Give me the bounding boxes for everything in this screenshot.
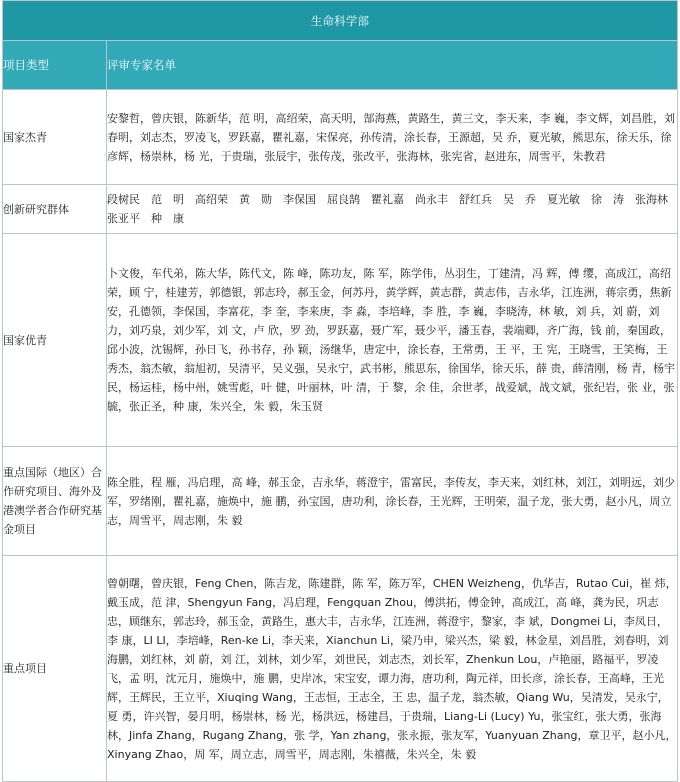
expert-names-cell: 卜文俊，车代弟，陈大华，陈代文，陈 峰，陈功友，陈 军，陈学伟，丛羽生，丁建清，冯 辉，傅 缨，高成江，高绍荣，顾 宁，桂建芳，郭德银，郭志玲，郝玉金，何苏丹，黄学辉，黄志群，黄志伟，吉永华，江连洲，蒋宗勇，焦新安，孔德领，李保国，李富花，李 奎，李来庚，李 淼，李培峰，李 胜，李 巍，李晓涛，林 敏，刘 兵，刘 蔚，刘 力，刘巧泉，刘少军，刘 文，卢 欣，罗 劲，罗跃嘉，聂广军，聂少平，潘玉春，裴端卿，齐广海，钱 前，秦国政，邱小波，沈锡辉，孙日飞，孙书存，孙 颖，汤继华，唐定中，涂长春，王常勇，王 平，王 宪，王晓雪，王笑梅，王秀杰，翁杰敏，翁旭初，吴清平，吴义强，吴永宁，武书彬，熊思东，徐国华，徐天乐，薛 贵，薛清刚，杨 青，杨宇民，杨运桂，杨中州，姚雪彪，叶 健，叶丽林，叶 清，于 黎，余 佳，余世孝，战爱斌，战文斌，张纪岩，张 业，张 毓，张正圣，种 康，朱兴全，朱 毅，朱玉贤 bbox=[107, 234, 678, 447]
project-type-cell: 重点国际（地区）合作研究项目、海外及港澳学者合作研究基金项目 bbox=[3, 447, 107, 556]
project-type-cell: 创新研究群体 bbox=[3, 185, 107, 234]
table-row bbox=[3, 234, 678, 447]
names-column-header: 评审专家名单 bbox=[107, 41, 678, 90]
department-title: 生命科学部 bbox=[3, 1, 678, 41]
project-type-cell: 国家优青 bbox=[3, 234, 107, 447]
expert-names-cell: 陈全胜，程 雁，冯启理，高 峰，郝玉金，吉永华，蒋澄宇，雷富民，李传友，李天来，刘红林，刘江，刘明远，刘少军，罗绪刚，瞿礼嘉，施焕中，施 鹏，孙宝国，唐功利，涂长春，王光辉，王明荣，温子龙，张大勇，赵小凡，周立志，周雪平，周志刚，朱 毅 bbox=[107, 447, 678, 556]
expert-names-cell: 安黎哲，曾庆银，陈新华，范 明，高绍荣，高天明，郜海燕，黄路生，黄三文，李天来，李 巍，李文辉，刘昌胜，刘春明，刘志杰，罗凌飞，罗跃嘉，瞿礼嘉，宋保亮，孙传清，涂长春，王源超，吴 乔，夏光敏，熊思东，徐天乐，徐彦辉，杨崇林，杨 光，于贵瑞，张辰宇，张传茂，张改平，张海林，张宪省，赵进东，周雪平，朱教君 bbox=[107, 90, 678, 185]
table-row bbox=[3, 556, 678, 782]
expert-names-cell: 曾朝曙，曾庆银，Feng Chen，陈吉龙，陈建群，陈 军，陈万军，CHEN Weizheng，仇华吉，Rutao Cui，崔 炜，戴玉成，范 津，Shengyun Fang，冯启理，Fengquan Zhou，傅洪拓，傅金钟，高成江，高 峰，龚为民，巩志忠，顾继东，郭志玲，郝玉金，黄路生，惠大丰，吉永华，江连洲，蒋澄宇，黎家，李 斌，Dongmei Li，李凤日，李 康，LI LI，李培峰，Ren-ke Li，李天来，Xianchun Li，梁乃申，梁兴杰，梁 毅，林金星，刘昌胜，刘春明，刘海鹏，刘红林，刘 蔚，刘 江，刘林，刘少军，刘世民，刘志杰，刘长军，Zhenkun Lou，卢艳丽，路福平，罗凌飞，孟 明，沈元月，施焕中，施 鹏，史岸冰，宋宝安，谭力海，唐功利，陶元祥，田长彦，涂长春，王高峰，王光辉，王辉民，王立平，Xiuqing Wang，王志恒，王志全，王 忠，温子龙，翁杰敏，Qiang Wu，吴清发，吴永宁，夏 勇，许兴智，晏月明，杨崇林，杨 光，杨洪远，杨建昌，于贵瑞，Liang-Li (Lucy) Yu，张宝红，张大勇，张海林，Jinfa Zhang，Rugang Zhang，张 学，Yan zhang，张永振，张友军，Yuanyuan Zhang，章卫平，赵小凡，Xinyang Zhao，周 军，周立志，周雪平，周志刚，朱禧薇，朱兴全，朱 毅 bbox=[107, 556, 678, 782]
table-row bbox=[3, 185, 678, 234]
project-type-cell: 重点项目 bbox=[3, 556, 107, 782]
table-row bbox=[3, 447, 678, 556]
title-row bbox=[3, 1, 678, 41]
review-expert-table bbox=[2, 0, 678, 782]
project-type-cell: 国家杰青 bbox=[3, 90, 107, 185]
column-header-row bbox=[3, 41, 678, 90]
table-row bbox=[3, 90, 678, 185]
expert-names-cell: 段树民 范 明 高绍荣 黄 勋 李保国 屈良鹄 瞿礼嘉 尚永丰 舒红兵 吴 乔 夏光敏 徐 涛 张海林 张亚平 种 康 bbox=[107, 185, 678, 234]
type-column-header: 项目类型 bbox=[3, 41, 107, 90]
